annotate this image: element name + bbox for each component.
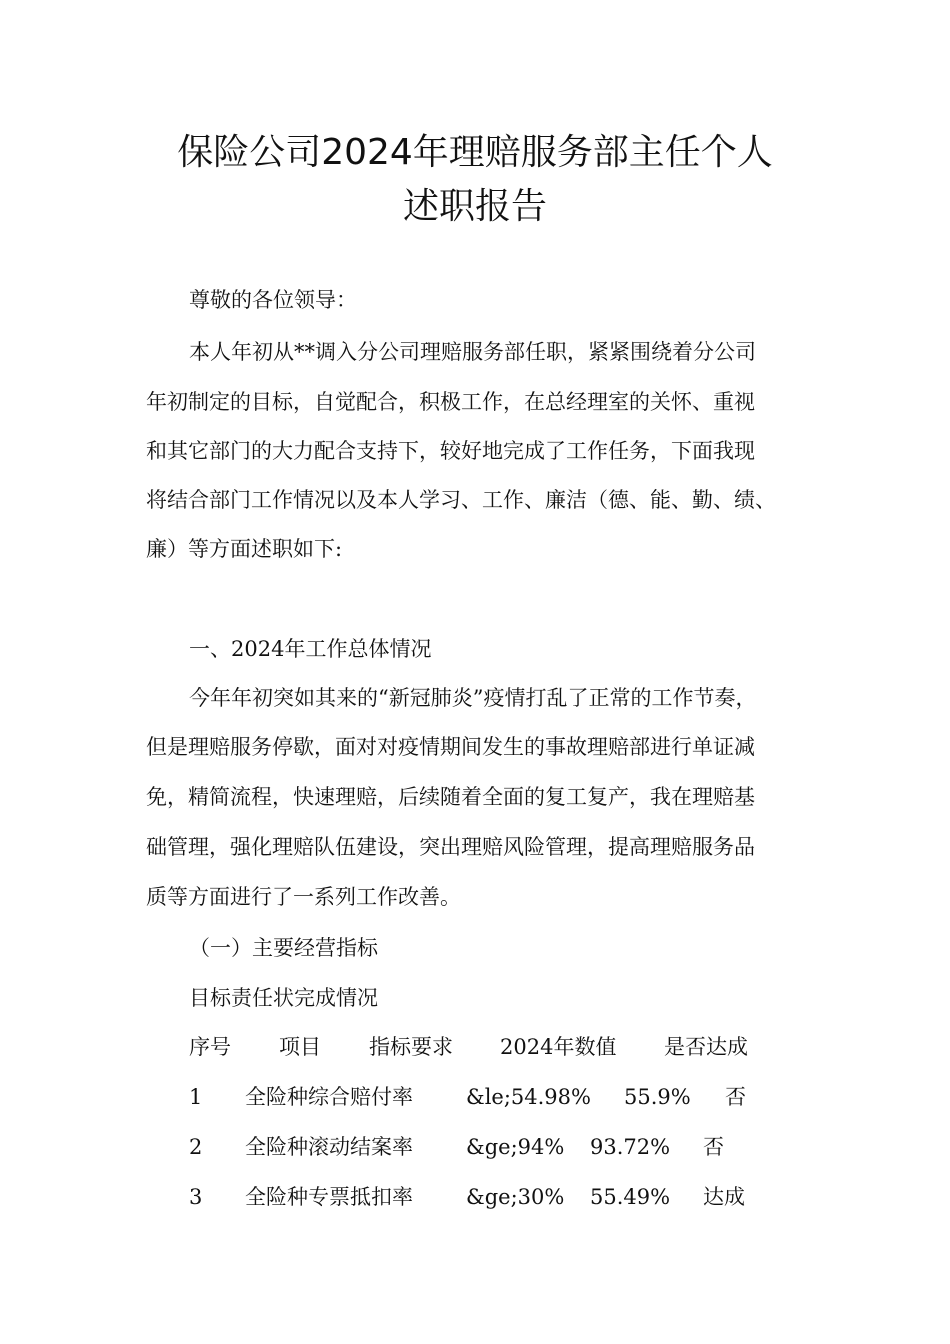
table-cell: 全险种综合赔付率 — [245, 1085, 413, 1109]
table-cell: 否 — [725, 1085, 746, 1109]
section-1-line-1: 今年年初突如其来的“新冠肺炎”疫情打乱了正常的工作节奏， — [189, 686, 757, 710]
table-row — [0, 1183, 950, 1211]
table-cell: 55.49% — [590, 1185, 671, 1209]
greeting: 尊敬的各位领导： — [189, 288, 357, 312]
subsection-1-heading: （一）主要经营指标 — [189, 936, 378, 960]
table-header-cell: 序号 — [189, 1035, 231, 1059]
table-cell: &ge;30% — [466, 1185, 565, 1209]
table-cell: &le;54.98% — [466, 1085, 591, 1109]
section-1-line-3: 免，精简流程，快速理赔，后续随着全面的复工复产，我在理赔基 — [146, 785, 755, 809]
table-cell: 93.72% — [590, 1135, 671, 1159]
table-row — [0, 1133, 950, 1161]
intro-line-4: 将结合部门工作情况以及本人学习、工作、廉洁（德、能、勤、绩、 — [146, 488, 776, 512]
section-1-line-2: 但是理赔服务停歇，面对对疫情期间发生的事故理赔部进行单证减 — [146, 735, 755, 759]
table-cell: &ge;94% — [466, 1135, 565, 1159]
table-cell: 2 — [189, 1135, 203, 1159]
table-cell: 1 — [189, 1085, 203, 1109]
section-1-heading: 一、2024年工作总体情况 — [189, 637, 432, 661]
table-header-cell: 指标要求 — [369, 1035, 453, 1059]
table-header-cell: 2024年数值 — [500, 1035, 617, 1059]
table-header-cell: 项目 — [279, 1035, 321, 1059]
section-1-line-4: 础管理，强化理赔队伍建设，突出理赔风险管理，提高理赔服务品 — [146, 835, 755, 859]
intro-line-2: 年初制定的目标，自觉配合，积极工作，在总经理室的关怀、重视 — [146, 390, 755, 414]
table-cell: 全险种滚动结案率 — [245, 1135, 413, 1159]
document-title-line-2: 述职报告 — [402, 186, 547, 227]
table-cell: 达成 — [703, 1185, 745, 1209]
table-cell: 55.9% — [624, 1085, 691, 1109]
section-1-line-5: 质等方面进行了一系列工作改善。 — [146, 885, 461, 909]
table-cell: 否 — [703, 1135, 724, 1159]
document-title-line-1: 保险公司2024年理赔服务部主任个人 — [177, 132, 773, 173]
table-header-row — [0, 1033, 950, 1061]
intro-line-1: 本人年初从**调入分公司理赔服务部任职，紧紧围绕着分公司 — [189, 340, 756, 364]
table-cell: 3 — [189, 1185, 203, 1209]
table-cell: 全险种专票抵扣率 — [245, 1185, 413, 1209]
table-caption: 目标责任状完成情况 — [189, 986, 378, 1010]
intro-line-5: 廉）等方面述职如下: — [146, 537, 343, 561]
table-header-cell: 是否达成 — [664, 1035, 748, 1059]
intro-line-3: 和其它部门的大力配合支持下，较好地完成了工作任务，下面我现 — [146, 439, 755, 463]
table-row — [0, 1083, 950, 1111]
